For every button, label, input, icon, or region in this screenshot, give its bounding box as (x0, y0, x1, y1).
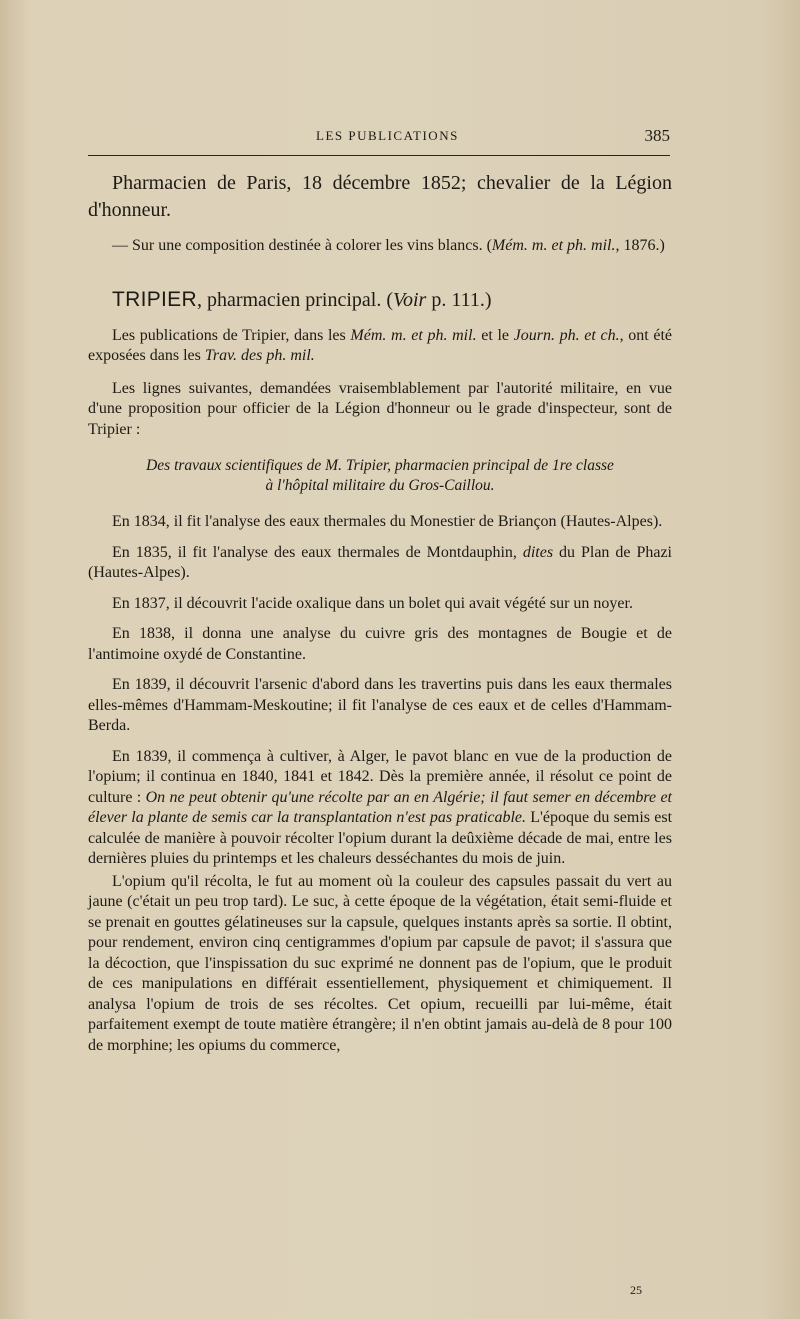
section-title-block (88, 456, 672, 496)
text-segment: L'époque du semis est calculée de manière à pouvoir récolter l'opium durant la deûxième décade de mai, entre les dernières pluies du printemps et les chaleurs desséchantes du mois de juin. (88, 809, 673, 867)
entry-name: TRIPIER (112, 287, 197, 311)
signature-folio: 25 (630, 1283, 642, 1297)
page-header (88, 128, 670, 152)
paragraph-1837: En 1837, il découvrit l'acide oxalique dans un bolet qui avait végété sur un noyer. (112, 594, 633, 612)
entry-heading-tripier (88, 286, 672, 314)
paragraph-1835 (88, 543, 672, 584)
paragraph-composition-vins (88, 236, 672, 257)
text-segment: , ont été exposées dans les (88, 326, 673, 364)
paragraph-1834: En 1834, il fit l'analyse des eaux thermales du Monestier de Briançon (Hautes-Alpes). (112, 513, 663, 530)
text-segment: p. 111.) (426, 288, 492, 311)
italic-reference: Journ. ph. et ch. (513, 326, 620, 344)
italic-reference: Trav. des ph. mil. (204, 347, 315, 364)
header-rule (88, 155, 670, 156)
running-title: LES PUBLICATIONS (316, 128, 459, 143)
text-segment: En 1835, il fit l'analyse des eaux thermales de Montdauphin, (112, 543, 523, 561)
paragraph-publications (88, 326, 672, 367)
italic-conclusion: On ne peut obtenir qu'une récolte par an en Algérie; il faut semer en décembre et élever la plante de semis car la transplantation n'est pas praticable. (88, 788, 673, 826)
paragraph-1839-pavot (88, 747, 672, 870)
page-body (88, 170, 672, 1056)
text-segment: — Sur une composition destinée à colorer les vins blancs. ( (112, 237, 492, 254)
paragraph-pharmacien-paris: Pharmacien de Paris, 18 décembre 1852; chevalier de la Légion d'honneur. (88, 172, 672, 221)
text-segment: , pharmacien principal. ( (196, 288, 393, 311)
paragraph-lignes-suivantes: Les lignes suivantes, demandées vraisemblablement par l'autorité militaire, en vue d'une proposition pour officier de la Légion d'honneur ou le grade d'inspecteur, sont de Tripier : (88, 379, 672, 438)
italic-reference: Mém. m. et ph. mil. (350, 326, 477, 344)
text-segment: Les publications de Tripier, dans les (112, 326, 351, 344)
italic-voir: Voir (392, 288, 427, 311)
paragraph-opium-recolte: L'opium qu'il récolta, le fut au moment où la couleur des capsules passait du vert au jaune (c'était un peu trop tard). Le suc, à cette époque de la végétation, était semi-fluide et se prenait en gouttes gélatineuses sur la capsule, quelques instants après sa sortie. Il obtint, pour rendement, environ cinq centigrammes d'opium par capsule de pavot; il s'assura que la décoction, que l'inspissation du suc exprimé ne donnent pas de l'opium, que le produit de ces manipulations en différait essentiellement, physiquement et chimiquement. Il analysa l'opium de trois de ses récoltes. Cet opium, recueilli par lui-même, était parfaitement exempt de toute matière étrangère; il n'en obtint jamais au-delà de 8 pour 100 de morphine; les opiums du commerce, (88, 872, 672, 1054)
text-segment: et le (476, 326, 514, 344)
italic-reference: Mém. m. et ph. mil. (491, 237, 616, 254)
text-segment: du Plan de Phazi (Hautes-Alpes). (88, 543, 672, 581)
paragraph-1838: En 1838, il donna une analyse du cuivre gris des montagnes de Bougie et de l'antimoine oxydé de Constantine. (88, 625, 672, 663)
italic-dites: dites (522, 543, 554, 561)
text-segment: En 1839, il commença à cultiver, à Alger, le pavot blanc en vue de la production de l'opium; il continua en 1840, 1841 et 1842. Dès la première année, il résolut ce point de culture : (88, 747, 672, 806)
paragraph-1839-arsenic: En 1839, il découvrit l'arsenic d'abord dans les travertins puis dans les eaux thermales elles-mêmes d'Hammam-Meskoutine; il fit l'analyse de ces eaux et de celles d'Hammam-Berda. (88, 676, 672, 734)
page-number: 385 (644, 126, 670, 145)
text-segment: , 1876.) (615, 237, 665, 254)
section-title-line: Des travaux scientifiques de M. Tripier, pharmacien principal de 1re classe (146, 457, 614, 474)
section-title-line: à l'hôpital militaire du Gros-Caillou. (265, 477, 495, 494)
